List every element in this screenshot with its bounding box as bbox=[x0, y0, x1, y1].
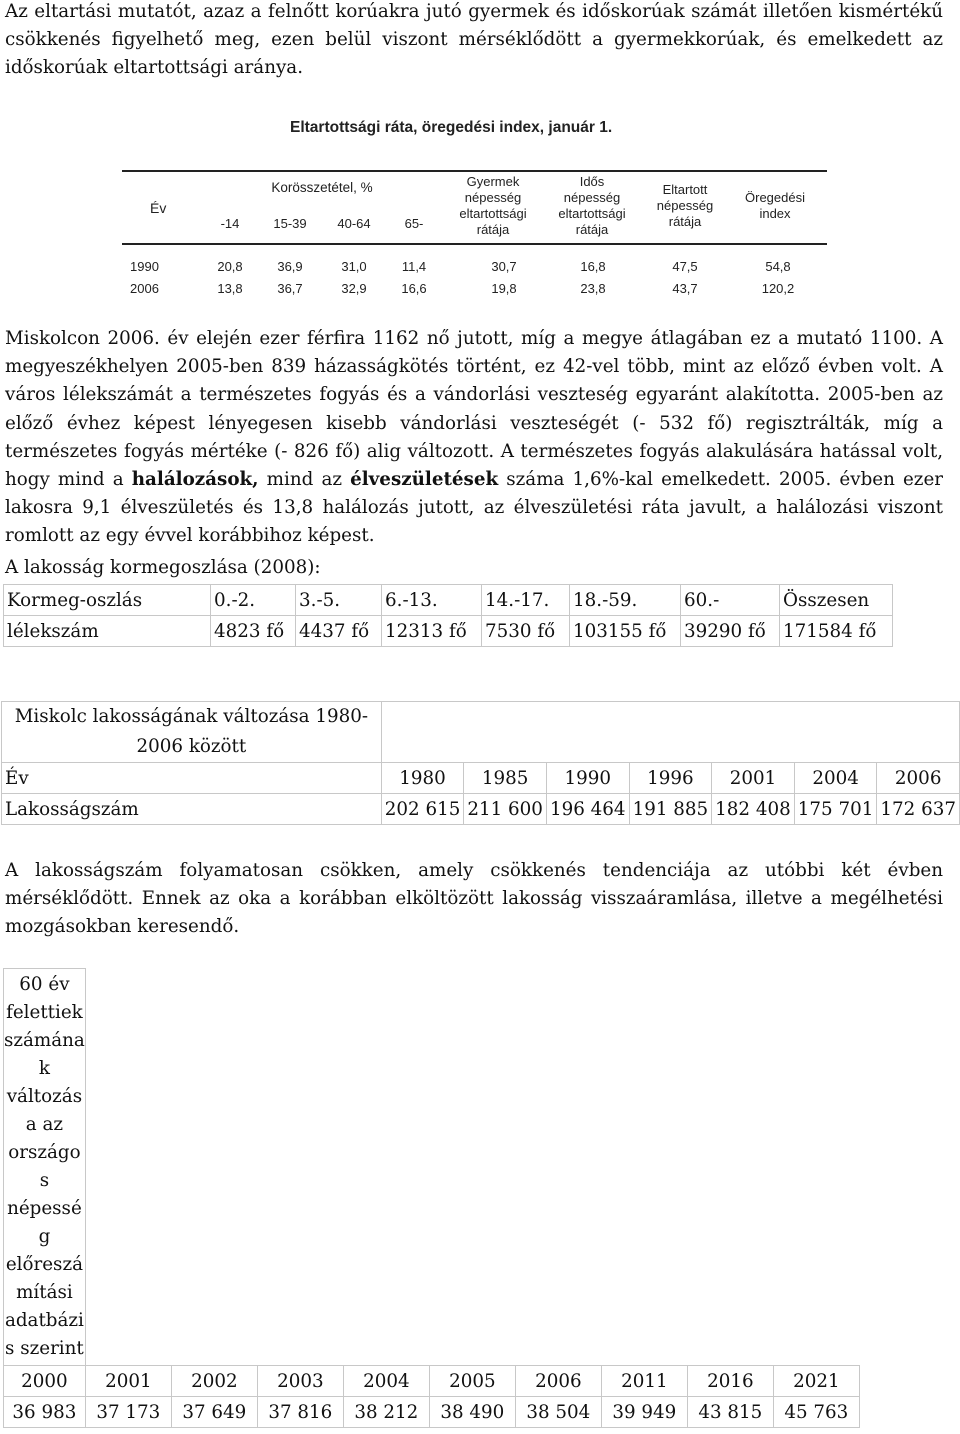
table-cell: 182 408 bbox=[712, 794, 795, 825]
figure-cell: 13,8 bbox=[217, 281, 243, 296]
table-cell: 1985 bbox=[464, 763, 547, 794]
table-cell: 2000 bbox=[4, 1366, 86, 1397]
table-cell: 2005 bbox=[429, 1366, 515, 1397]
table-cell: Összesen bbox=[780, 585, 893, 616]
figure-sub-3: 65- bbox=[404, 216, 424, 231]
table-cell: 38 504 bbox=[515, 1397, 601, 1428]
table-cell bbox=[381, 702, 959, 763]
table-cell: 2003 bbox=[257, 1366, 343, 1397]
figure-header-rule bbox=[122, 243, 827, 245]
figure-cell: 36,9 bbox=[277, 259, 303, 274]
intro-paragraph: Az eltartási mutatót, azaz a felnőtt korúakra jutó gyermek és időskorúak számát illetően kismértékű csökkenés figyelhető meg, ezen belül viszont mérséklődött a gyermekkorúak, és emelkedett az időskorúak eltartottsági aránya. bbox=[5, 1, 943, 79]
figure-col-kor: Korösszetétel, % bbox=[271, 180, 373, 195]
figure-cell: 11,4 bbox=[401, 259, 427, 274]
figure-top-rule bbox=[122, 170, 827, 172]
table-cell: 37 173 bbox=[85, 1397, 171, 1428]
figure-cell: 47,5 bbox=[672, 259, 698, 274]
figure-sub-0: -14 bbox=[220, 216, 240, 231]
figure-cell: 43,7 bbox=[672, 281, 698, 296]
table-cell: 191 885 bbox=[629, 794, 712, 825]
figure-cell: 32,9 bbox=[341, 281, 367, 296]
table-cell: 2011 bbox=[601, 1366, 687, 1397]
table-cell: 4823 fő bbox=[211, 616, 296, 647]
population-change-table bbox=[1, 701, 960, 825]
figure-title: Eltartottsági ráta, öregedési index, január 1. bbox=[290, 119, 613, 136]
table-cell: 2001 bbox=[85, 1366, 171, 1397]
figure-col-idos: Idős népesség eltartottsági rátája bbox=[558, 174, 626, 237]
table-cell: 196 464 bbox=[546, 794, 629, 825]
figure-cell: 16,8 bbox=[580, 259, 606, 274]
figure-sub-2: 40-64 bbox=[337, 216, 371, 231]
table-cell: 37 816 bbox=[257, 1397, 343, 1428]
table-cell: 0.-2. bbox=[211, 585, 296, 616]
table-cell: 4437 fő bbox=[296, 616, 382, 647]
table-cell: 2001 bbox=[712, 763, 795, 794]
table-cell: 1980 bbox=[381, 763, 464, 794]
table-cell: 1996 bbox=[629, 763, 712, 794]
table-cell: 43 815 bbox=[687, 1397, 773, 1428]
table-row bbox=[4, 969, 860, 1366]
figure-cell: 19,8 bbox=[491, 281, 517, 296]
table-cell: 1990 bbox=[546, 763, 629, 794]
table-cell: 211 600 bbox=[464, 794, 547, 825]
table-cell: 172 637 bbox=[877, 794, 960, 825]
forecast-table bbox=[3, 968, 860, 1428]
table-cell: 175 701 bbox=[794, 794, 877, 825]
figure-col-ev: Év bbox=[150, 200, 167, 216]
figure-col-gyermek: Gyermek népesség eltartottsági rátája bbox=[459, 174, 527, 237]
table-cell: 2021 bbox=[773, 1366, 859, 1397]
figure-cell: 16,6 bbox=[401, 281, 427, 296]
trend-paragraph: A lakosságszám folyamatosan csökken, amely csökkenés tendenciája az utóbbi két évben mérséklődött. Ennek az oka a korábban elköltözött lakosság visszaáramlása, illetve a megélhetési mozgásokban keresendő. bbox=[5, 860, 943, 938]
table-cell: 12313 fő bbox=[382, 616, 482, 647]
table-cell: 6.-13. bbox=[382, 585, 482, 616]
figure-cell: 36,7 bbox=[277, 281, 303, 296]
table-row bbox=[2, 763, 960, 794]
table-row bbox=[2, 702, 960, 763]
figure-cell: 120,2 bbox=[761, 281, 795, 296]
table-cell: Lakosságszám bbox=[2, 794, 382, 825]
table-cell: 39 949 bbox=[601, 1397, 687, 1428]
table-cell: 38 212 bbox=[343, 1397, 429, 1428]
table-cell: 60.- bbox=[681, 585, 780, 616]
table-cell: 2004 bbox=[794, 763, 877, 794]
table-cell bbox=[85, 969, 859, 1366]
table-cell: 39290 fő bbox=[681, 616, 780, 647]
figure-sub-1: 15-39 bbox=[273, 216, 307, 231]
table-cell: 2006 bbox=[515, 1366, 601, 1397]
table-row bbox=[2, 794, 960, 825]
table-row bbox=[4, 585, 893, 616]
table-cell: 2002 bbox=[171, 1366, 257, 1397]
table-cell: 37 649 bbox=[171, 1397, 257, 1428]
table-cell: Kormeg-oszlás bbox=[4, 585, 211, 616]
figure-cell: 23,8 bbox=[580, 281, 606, 296]
figure-cell: 30,7 bbox=[491, 259, 517, 274]
table-cell: 36 983 bbox=[4, 1397, 86, 1428]
table-title-cell: 60 év felettiek számána k változás a az országo s népessé g előreszá mítási adatbázi s szerint bbox=[4, 969, 86, 1366]
table-cell: 18.-59. bbox=[570, 585, 681, 616]
table-cell: 2016 bbox=[687, 1366, 773, 1397]
table-cell: 2004 bbox=[343, 1366, 429, 1397]
table-cell: 7530 fő bbox=[482, 616, 570, 647]
table-cell: 38 490 bbox=[429, 1397, 515, 1428]
table-row bbox=[4, 1366, 860, 1397]
table-cell: lélekszám bbox=[4, 616, 211, 647]
population-paragraph: Miskolcon 2006. év elején ezer férfira 1162 nő jutott, míg a megye átlagában ez a mutató 1100. A megyeszékhelyen 2005-ben 839 házasságkötés történt, ez 42-vel több, mint az előző évben volt. A város lélekszámát a természetes fogyás és a vándorlási veszteség egyaránt alakította. 2005-ben az előző évhez képest lényegesen kisebb vándorlási veszteségét (- 532 fő) regisztrálták, míg a természetes fogyás mértéke (- 826 fő) alig változott. A természetes fogyás alakulására hatással volt, hogy mind a halálozások, mind az élveszületések száma 1,6%-kal emelkedett. 2005. évben ezer lakosra 9,1 élveszületés és 13,8 halálozás jutott, az élveszületési ráta javult, a halálozási viszont romlott az egy évvel korábbihoz képest. bbox=[5, 328, 943, 547]
age-distribution-table bbox=[3, 584, 893, 647]
table-row bbox=[4, 1397, 860, 1428]
table-cell: 14.-17. bbox=[482, 585, 570, 616]
figure-row-year: 1990 bbox=[130, 259, 159, 274]
figure-cell: 31,0 bbox=[341, 259, 367, 274]
figure-cell: 20,8 bbox=[217, 259, 243, 274]
table-cell: 202 615 bbox=[381, 794, 464, 825]
figure-col-eltartott: Eltartott népesség rátája bbox=[656, 182, 714, 229]
table-cell: 2006 bbox=[877, 763, 960, 794]
figure-col-oregedes: Öregedési index bbox=[745, 190, 805, 221]
table-cell: 103155 fő bbox=[570, 616, 681, 647]
table-title-cell: Miskolc lakosságának változása 1980- 2006 között bbox=[2, 702, 382, 763]
figure-cell: 54,8 bbox=[765, 259, 791, 274]
figure-row-year: 2006 bbox=[130, 281, 159, 296]
age-distribution-heading: A lakosság kormegoszlása (2008): bbox=[5, 557, 321, 578]
table-cell: Év bbox=[2, 763, 382, 794]
table-row bbox=[4, 616, 893, 647]
table-cell: 3.-5. bbox=[296, 585, 382, 616]
table-cell: 171584 fő bbox=[780, 616, 893, 647]
table-cell: 45 763 bbox=[773, 1397, 859, 1428]
